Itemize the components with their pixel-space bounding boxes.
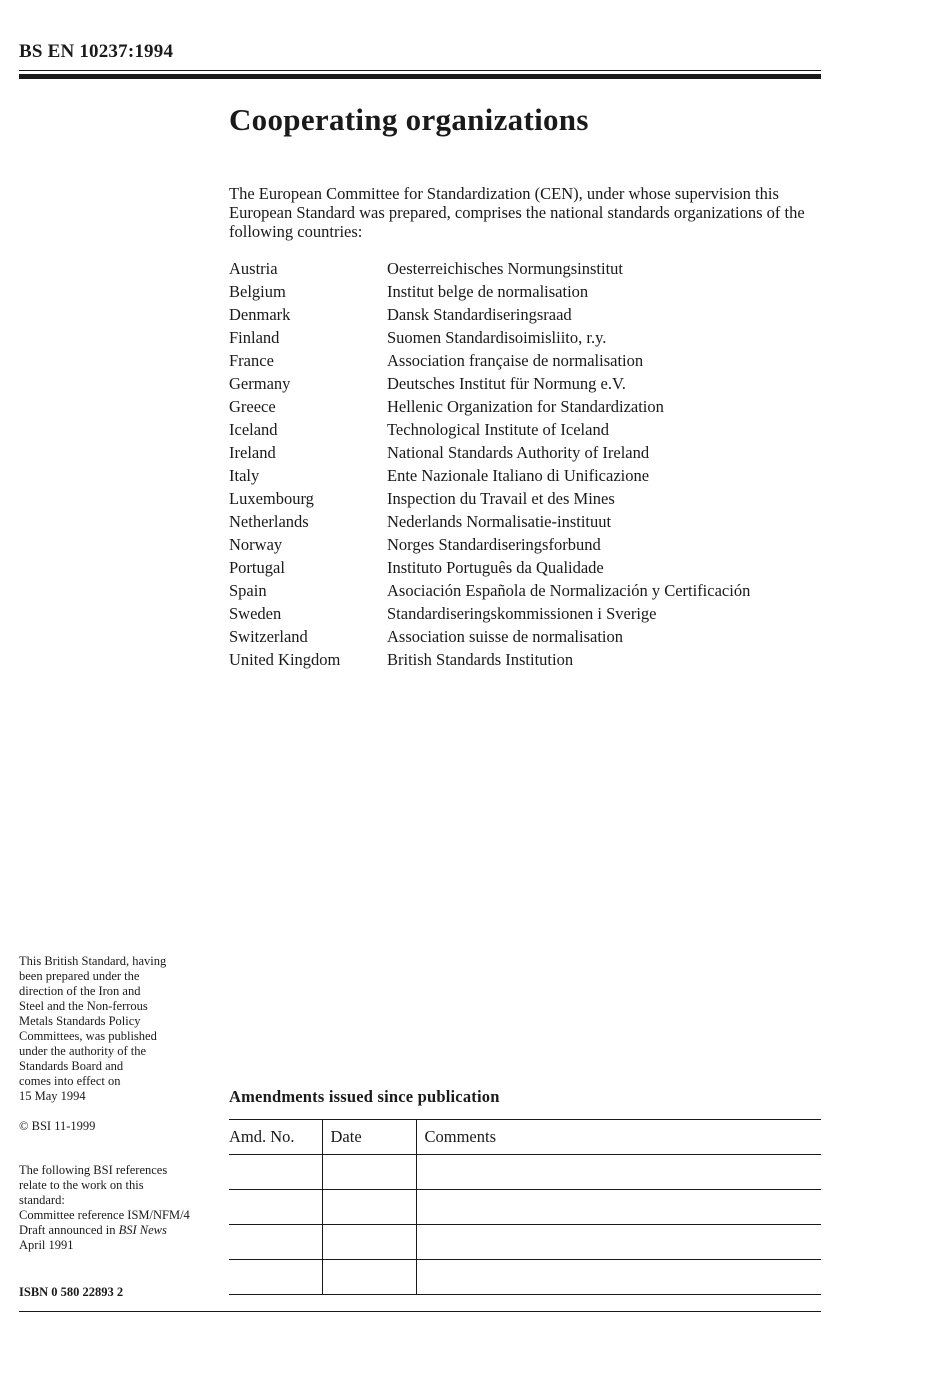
organization-name: Instituto Português da Qualidade (387, 557, 604, 577)
organization-name: Ente Nazionale Italiano di Unificazione (387, 465, 650, 485)
organization-name: Oesterreichisches Normungsinstitut (387, 258, 623, 278)
date-cell (322, 1190, 416, 1225)
country-name: United Kingdom (229, 649, 341, 669)
organization-name: National Standards Authority of Ireland (387, 442, 650, 462)
table-row (229, 1190, 821, 1225)
country-name: Portugal (229, 557, 285, 577)
organization-row (229, 464, 750, 487)
organization-row (229, 579, 750, 602)
country-name: Germany (229, 373, 291, 393)
country-name: Switzerland (229, 626, 308, 646)
organization-row (229, 648, 750, 671)
organization-name: Asociación Española de Normalización y Certificación (387, 580, 751, 600)
organization-name: British Standards Institution (387, 649, 574, 669)
organization-row (229, 625, 750, 648)
amendments-header-row (229, 1120, 821, 1155)
organization-name: Technological Institute of Iceland (387, 419, 609, 439)
comments-cell (416, 1155, 821, 1190)
organization-row (229, 372, 750, 395)
document-id: BS EN 10237:1994 (19, 41, 174, 62)
organization-name: Hellenic Organization for Standardization (387, 396, 664, 416)
comments-cell (416, 1225, 821, 1260)
country-name: Norway (229, 534, 283, 554)
country-name: Iceland (229, 419, 278, 439)
intro-paragraph: The European Committee for Standardization (CEN), under whose supervision this European Standard was prepared, comprises the national standards organizations of the following countries: (229, 184, 805, 241)
amd-no-cell (229, 1155, 322, 1190)
column-header-date: Date (322, 1120, 416, 1155)
note-line: Metals Standards Policy (19, 1014, 141, 1028)
country-name: Austria (229, 258, 278, 278)
note-line: direction of the Iron and (19, 984, 141, 998)
column-header-amd-no: Amd. No. (229, 1120, 322, 1155)
note-line: Standards Board and (19, 1059, 124, 1073)
draft-date: April 1991 (19, 1238, 74, 1252)
country-name: Italy (229, 465, 260, 485)
header-thin-rule (19, 70, 821, 71)
draft-source: BSI News (118, 1223, 167, 1237)
note-line: Committees, was published (19, 1029, 157, 1043)
comments-cell (416, 1260, 821, 1295)
organization-name: Suomen Standardisoimisliito, r.y. (387, 327, 607, 347)
publication-note (19, 954, 219, 1104)
amd-no-cell (229, 1225, 322, 1260)
table-row (229, 1225, 821, 1260)
reference-line: relate to the work on this (19, 1178, 144, 1192)
isbn: ISBN 0 580 22893 2 (19, 1285, 124, 1299)
country-name: Luxembourg (229, 488, 314, 508)
date-cell (322, 1260, 416, 1295)
copyright-notice: © BSI 11-1999 (19, 1119, 96, 1133)
organization-name: Standardiseringskommissionen i Sverige (387, 603, 657, 623)
organization-name: Dansk Standardiseringsraad (387, 304, 572, 324)
amendments-heading: Amendments issued since publication (229, 1087, 500, 1106)
note-line: under the authority of the (19, 1044, 147, 1058)
organization-name: Institut belge de normalisation (387, 281, 589, 301)
country-name: Finland (229, 327, 280, 347)
note-line: Steel and the Non-ferrous (19, 999, 148, 1013)
date-cell (322, 1225, 416, 1260)
organization-name: Norges Standardiseringsforbund (387, 534, 601, 554)
organization-name: Association suisse de normalisation (387, 626, 624, 646)
organization-name: Inspection du Travail et des Mines (387, 488, 615, 508)
organization-row (229, 510, 750, 533)
organization-row (229, 395, 750, 418)
date-cell (322, 1155, 416, 1190)
bsi-references (19, 1163, 219, 1253)
table-row (229, 1260, 821, 1295)
header-thick-rule (19, 74, 821, 79)
reference-line: standard: (19, 1193, 65, 1207)
country-name: Ireland (229, 442, 276, 462)
organization-row (229, 418, 750, 441)
organization-name: Nederlands Normalisatie-instituut (387, 511, 612, 531)
table-row (229, 1155, 821, 1190)
organization-row (229, 280, 750, 303)
amd-no-cell (229, 1260, 322, 1295)
organization-row (229, 487, 750, 510)
organization-row (229, 326, 750, 349)
organization-row (229, 303, 750, 326)
organization-row (229, 556, 750, 579)
country-name: Netherlands (229, 511, 309, 531)
country-name: Spain (229, 580, 267, 600)
reference-line: The following BSI references (19, 1163, 168, 1177)
note-line: comes into effect on (19, 1074, 121, 1088)
note-line: been prepared under the (19, 969, 140, 983)
page-title: Cooperating organizations (229, 102, 589, 137)
organization-row (229, 441, 750, 464)
organization-row (229, 602, 750, 625)
amendments-table (229, 1119, 821, 1295)
organizations-table (229, 257, 750, 671)
organization-name: Deutsches Institut für Normung e.V. (387, 373, 626, 393)
country-name: Denmark (229, 304, 291, 324)
country-name: Sweden (229, 603, 282, 623)
organization-name: Association française de normalisation (387, 350, 644, 370)
amd-no-cell (229, 1190, 322, 1225)
organization-row (229, 257, 750, 280)
country-name: Belgium (229, 281, 286, 301)
organization-row (229, 349, 750, 372)
committee-reference: Committee reference ISM/NFM/4 (19, 1208, 190, 1222)
organization-row (229, 533, 750, 556)
comments-cell (416, 1190, 821, 1225)
effective-date: 15 May 1994 (19, 1089, 86, 1103)
draft-prefix: Draft announced in (19, 1223, 119, 1237)
country-name: France (229, 350, 274, 370)
note-line: This British Standard, having (19, 954, 167, 968)
column-header-comments: Comments (416, 1120, 821, 1155)
country-name: Greece (229, 396, 276, 416)
footer-rule (19, 1311, 821, 1312)
